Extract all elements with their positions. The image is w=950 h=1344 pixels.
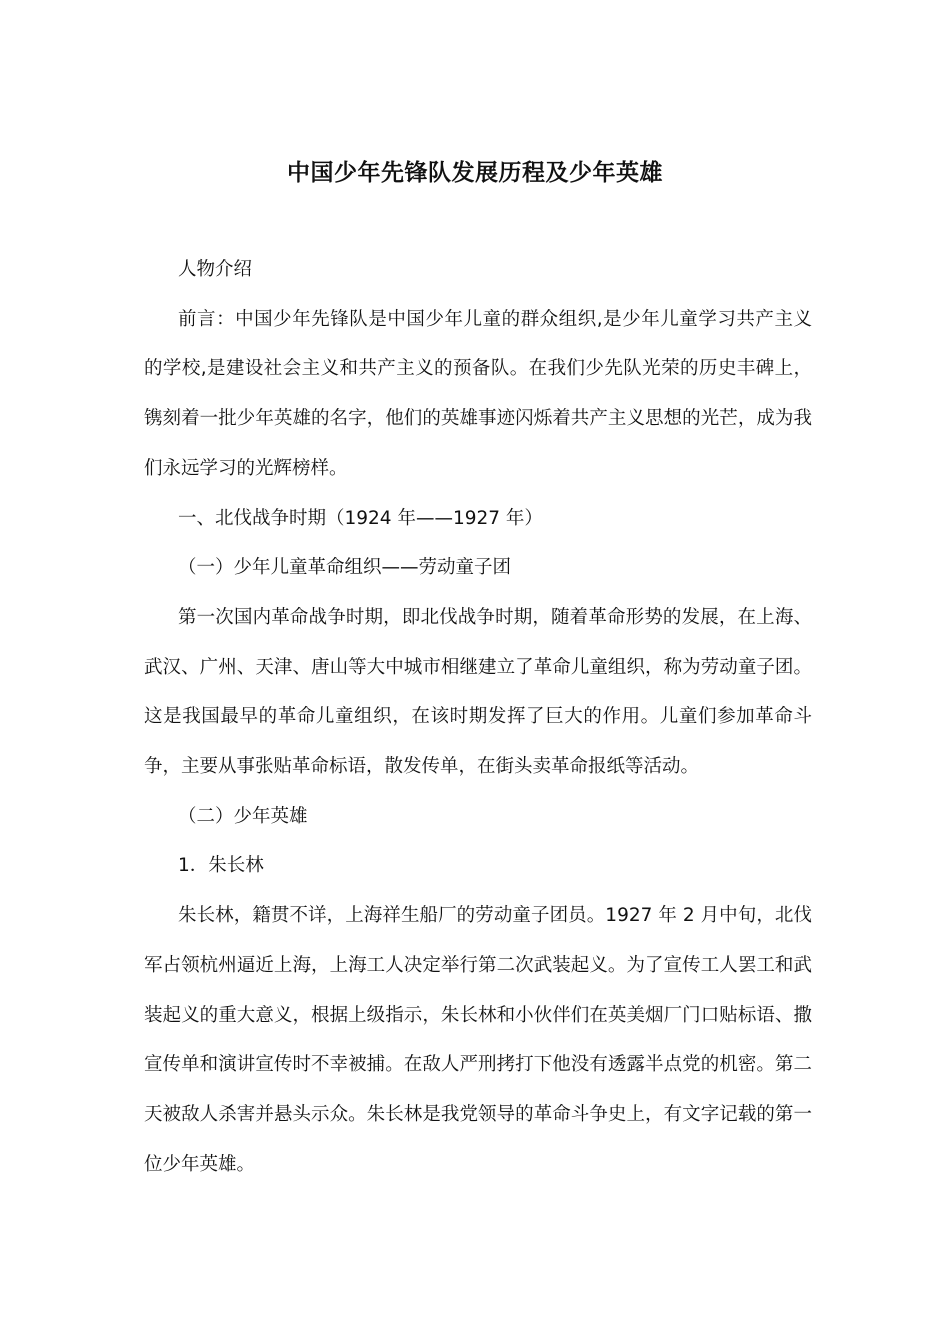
preface-paragraph: 前言：中国少年先锋队是中国少年儿童的群众组织,是少年儿童学习共产主义的学校,是建设社会主义和共产主义的预备队。在我们少先队光荣的历史丰碑上，镌刻着一批少年英雄的名字，他们的英雄事迹闪烁着共产主义思想的光芒，成为我们永远学习的光辉榜样。 [144, 308, 812, 479]
document-body [144, 245, 812, 1189]
subsection-heading-labor-children-corps: （一）少年儿童革命组织——劳动童子团 [178, 557, 512, 579]
subsection-heading-young-heroes: （二）少年英雄 [178, 805, 308, 827]
section-heading-northern-expedition: 一、北伐战争时期（1924 年——1927 年） [178, 507, 543, 529]
section-heading-intro: 人物介绍 [178, 259, 253, 280]
hero-heading-zhu-changlin: 1．朱长林 [178, 855, 264, 877]
document-title: 中国少年先锋队发展历程及少年英雄 [287, 160, 663, 186]
labor-children-corps-paragraph: 第一次国内革命战争时期，即北伐战争时期，随着革命形势的发展，在上海、武汉、广州、天津、唐山等大中城市相继建立了革命儿童组织，称为劳动童子团。这是我国最早的革命儿童组织，在该时期发挥了巨大的作用。儿童们参加革命斗争，主要从事张贴革命标语，散发传单，在街头卖革命报纸等活动。 [144, 606, 812, 778]
zhu-changlin-paragraph: 朱长林，籍贯不详，上海祥生船厂的劳动童子团员。1927 年 2 月中旬，北伐军占领杭州逼近上海，上海工人决定举行第二次武装起义。为了宣传工人罢工和武装起义的重大意义，根据上级指示，朱长林和小伙伴们在英美烟厂门口贴标语、撒宣传单和演讲宣传时不幸被捕。在敌人严刑拷打下他没有透露半点党的机密。第二天被敌人杀害并悬头示众。朱长林是我党领导的革命斗争史上，有文字记载的第一位少年英雄。 [144, 905, 812, 1175]
